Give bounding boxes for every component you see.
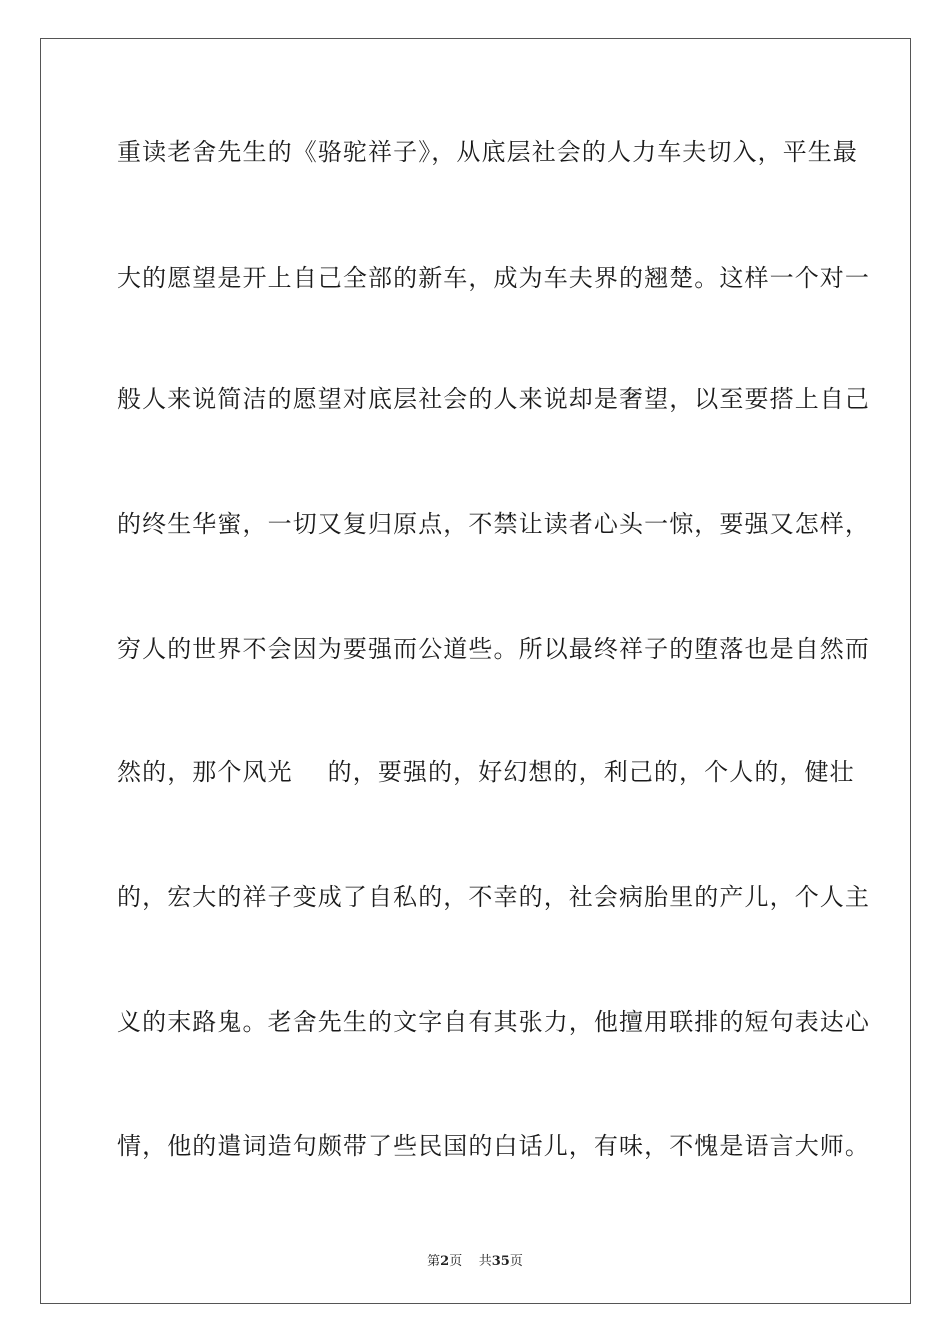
paragraph-line: 大的愿望是开上自己全部的新车，成为车夫界的翘楚。这样一个对一 — [117, 264, 870, 292]
page-border — [40, 38, 911, 1304]
total-prefix: 共 — [478, 1254, 492, 1269]
page-prefix: 第 — [427, 1254, 441, 1269]
page-footer — [0, 1250, 950, 1269]
current-page-number: 2 — [440, 1254, 450, 1269]
total-pages-number: 35 — [491, 1254, 510, 1269]
paragraph-line: 的终生华蜜，一切又复归原点，不禁让读者心头一惊，要强又怎样， — [117, 510, 870, 538]
paragraph-line: 般人来说简洁的愿望对底层社会的人来说却是奢望，以至要搭上自己 — [117, 385, 870, 413]
paragraph-line: 情，他的遣词造句颇带了些民国的白话儿，有味，不愧是语言大师。 — [117, 1132, 870, 1160]
paragraph-line: 义的末路鬼。老舍先生的文字自有其张力，他擅用联排的短句表达心 — [117, 1008, 870, 1036]
paragraph-line: 的，宏大的祥子变成了自私的，不幸的，社会病胎里的产儿，个人主 — [117, 883, 870, 911]
paragraph-line: 穷人的世界不会因为要强而公道些。所以最终祥子的堕落也是自然而 — [117, 635, 870, 663]
paragraph-line: 重读老舍先生的《骆驼祥子》，从底层社会的人力车夫切入，平生最 — [117, 138, 858, 166]
total-suffix: 页 — [509, 1254, 523, 1269]
paragraph-line: 然的，那个风光 的，要强的，好幻想的，利己的，个人的，健壮 — [117, 758, 855, 786]
page-suffix: 页 — [449, 1254, 463, 1269]
